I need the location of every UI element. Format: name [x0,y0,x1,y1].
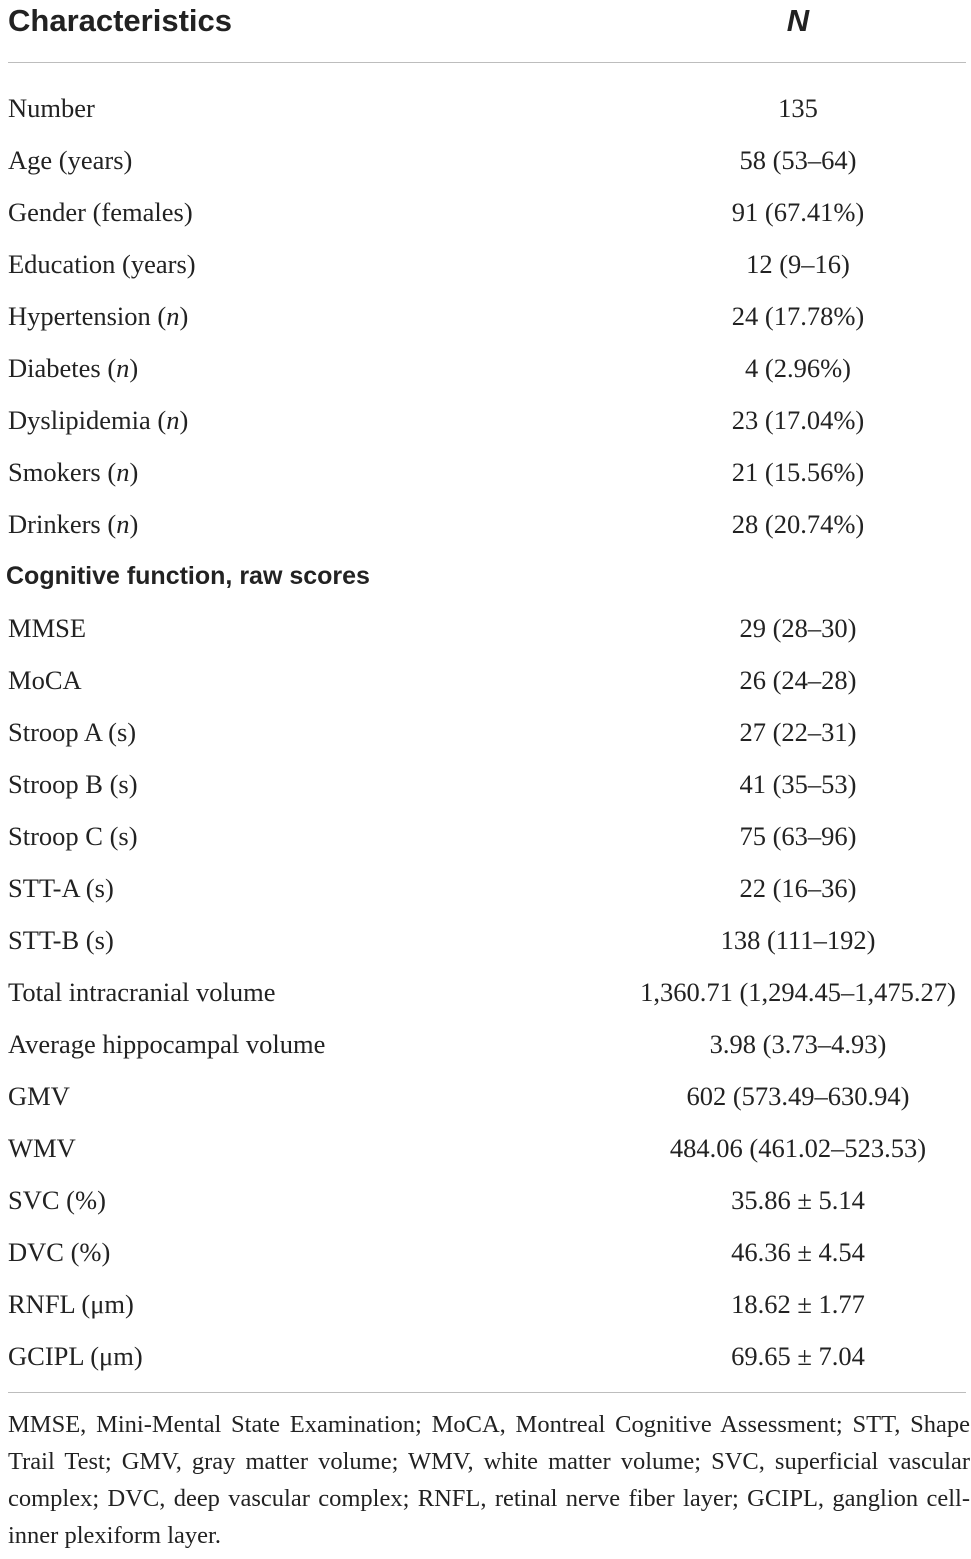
row-label: Education (years) [8,249,196,279]
row-label: Age (years) [8,145,133,175]
row-value: 21 (15.56%) [731,457,865,487]
table-row [8,498,966,550]
row-label: MMSE [8,613,87,643]
row-label: SVC (%) [8,1185,106,1215]
row-label: Gender (females) [8,197,193,227]
row-label: Drinkers (n) [8,509,139,539]
table-header [8,0,966,63]
table-row [8,1122,966,1174]
table-row [8,966,966,1018]
row-value: 602 (573.49–630.94) [686,1081,910,1111]
section-title: Cognitive function, raw scores [6,562,370,590]
header-n: N [786,3,810,38]
row-value: 1,360.71 (1,294.45–1,475.27) [640,977,956,1007]
row-value: 3.98 (3.73–4.93) [709,1029,887,1059]
table-row [8,238,966,290]
table-row [8,1174,966,1226]
table-row [8,82,966,134]
row-value: 4 (2.96%) [745,353,851,383]
row-label: Total intracranial volume [8,977,276,1007]
row-label: Average hippocampal volume [8,1029,326,1059]
row-value: 41 (35–53) [739,769,857,799]
row-value: 22 (16–36) [739,873,857,903]
row-label: Stroop C (s) [8,821,138,851]
table-bottom-rule [8,1392,966,1393]
row-value: 135 [778,93,818,123]
row-value: 23 (17.04%) [731,405,865,435]
row-value: 75 (63–96) [739,821,857,851]
row-value: 46.36 ± 4.54 [731,1237,865,1267]
row-value: 27 (22–31) [739,717,857,747]
row-value: 58 (53–64) [739,145,857,175]
section-row [8,550,966,602]
row-label: Smokers (n) [8,457,139,487]
table-row [8,914,966,966]
row-value: 484.06 (461.02–523.53) [669,1133,927,1163]
table-row [8,654,966,706]
row-value: 138 (111–192) [720,925,876,955]
row-label: WMV [8,1133,76,1163]
row-label: MoCA [8,665,82,695]
row-value: 69.65 ± 7.04 [731,1341,865,1371]
row-value: 24 (17.78%) [731,301,865,331]
table-row [8,1278,966,1330]
table-row [8,1330,966,1382]
header-characteristics: Characteristics [8,3,233,38]
row-label: Hypertension (n) [8,301,189,331]
row-value: 28 (20.74%) [731,509,865,539]
row-value: 29 (28–30) [739,613,857,643]
row-label: STT-B (s) [8,925,114,955]
table-row [8,706,966,758]
row-label: Stroop B (s) [8,769,138,799]
row-label: Diabetes (n) [8,353,139,383]
table-row [8,342,966,394]
table-row [8,810,966,862]
table-row [8,394,966,446]
table-row [8,758,966,810]
table-row [8,1226,966,1278]
row-value: 35.86 ± 5.14 [731,1185,865,1215]
table-row [8,1018,966,1070]
table-row [8,186,966,238]
characteristics-table [6,0,970,1549]
row-value: 91 (67.41%) [731,197,865,227]
row-label: STT-A (s) [8,873,114,903]
table-row [8,862,966,914]
table-row [8,1070,966,1122]
row-label: DVC (%) [8,1237,111,1267]
row-label: Stroop A (s) [8,717,137,747]
row-value: 26 (24–28) [739,665,857,695]
row-label: Dyslipidemia (n) [8,405,189,435]
table-row [8,602,966,654]
row-label: GMV [8,1081,70,1111]
table-footnote: MMSE, Mini-Mental State Examination; MoCA, Montreal Cognitive Assessment; STT, Shape Trail Test; GMV, gray matter volume; WMV, white matter volume; SVC, superficial vascular complex; DVC, deep vascular complex; RNFL, retinal nerve fiber layer; GCIPL, ganglion cell-inner plexiform layer. [8,1411,970,1549]
row-value: 12 (9–16) [746,249,850,279]
table-row [8,290,966,342]
row-label: GCIPL (μm) [8,1341,143,1371]
row-label: RNFL (μm) [8,1289,134,1319]
row-label: Number [8,93,95,123]
table-row [8,446,966,498]
row-value: 18.62 ± 1.77 [731,1289,865,1319]
table-row [8,134,966,186]
table-body [8,82,966,1382]
